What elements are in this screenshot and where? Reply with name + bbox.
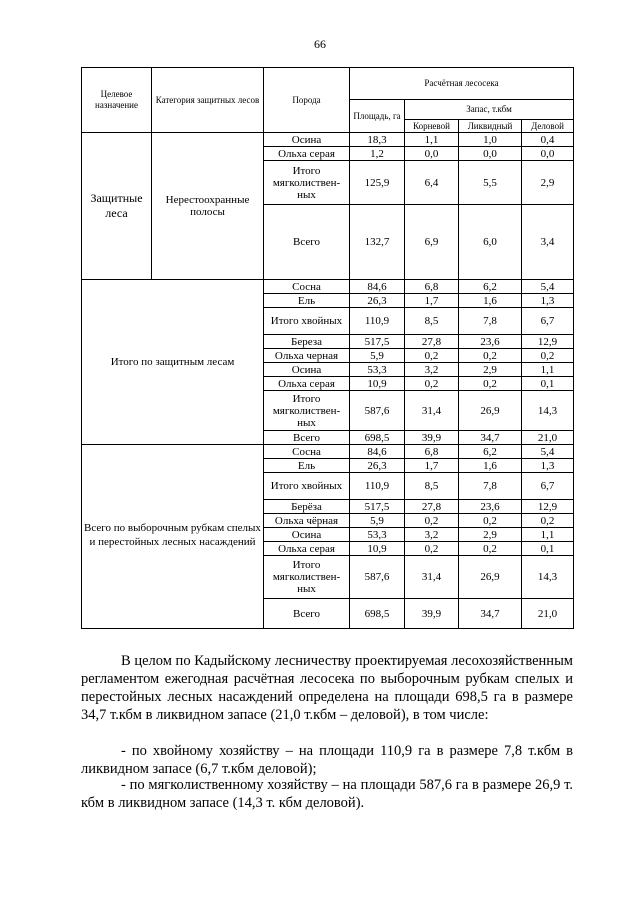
header-root: Корневой xyxy=(405,120,459,133)
species-cell: Береза xyxy=(264,335,350,349)
liquid-cell: 34,7 xyxy=(459,431,522,445)
liquid-cell: 5,5 xyxy=(459,161,522,205)
liquid-cell: 7,8 xyxy=(459,308,522,335)
category-cell: Нерестоохранные полосы xyxy=(152,133,264,280)
business-cell: 12,9 xyxy=(522,335,574,349)
table-row xyxy=(82,133,574,147)
header-stock: Запас, т.кбм xyxy=(405,100,574,120)
species-cell: Сосна xyxy=(264,280,350,294)
species-cell: Ель xyxy=(264,459,350,473)
species-cell: Итого мягколиствен-ных xyxy=(264,161,350,205)
species-cell: Итого хвойных xyxy=(264,308,350,335)
area-cell: 53,3 xyxy=(350,528,405,542)
root-cell: 1,7 xyxy=(405,294,459,308)
root-cell: 1,7 xyxy=(405,459,459,473)
header-cutting-area: Расчётная лесосека xyxy=(350,68,574,100)
area-cell: 53,3 xyxy=(350,363,405,377)
purpose-cell: Защитные леса xyxy=(82,133,152,280)
block-total-selective xyxy=(82,445,574,629)
root-cell: 6,8 xyxy=(405,445,459,459)
area-cell: 517,5 xyxy=(350,335,405,349)
area-cell: 5,9 xyxy=(350,349,405,363)
species-cell: Всего xyxy=(264,431,350,445)
header-liquid: Ликвидный xyxy=(459,120,522,133)
species-cell: Сосна xyxy=(264,445,350,459)
species-cell: Ольха черная xyxy=(264,349,350,363)
block-protective xyxy=(82,133,574,280)
liquid-cell: 1,6 xyxy=(459,294,522,308)
area-cell: 10,9 xyxy=(350,377,405,391)
liquid-cell: 1,6 xyxy=(459,459,522,473)
area-cell: 10,9 xyxy=(350,542,405,556)
root-cell: 0,0 xyxy=(405,147,459,161)
liquid-cell: 0,2 xyxy=(459,542,522,556)
liquid-cell: 23,6 xyxy=(459,500,522,514)
root-cell: 3,2 xyxy=(405,528,459,542)
species-cell: Осина xyxy=(264,528,350,542)
root-cell: 39,9 xyxy=(405,431,459,445)
cutting-area-table xyxy=(81,67,574,629)
root-cell: 6,4 xyxy=(405,161,459,205)
business-cell: 2,9 xyxy=(522,161,574,205)
liquid-cell: 0,0 xyxy=(459,147,522,161)
root-cell: 8,5 xyxy=(405,473,459,500)
area-cell: 587,6 xyxy=(350,391,405,431)
liquid-cell: 6,0 xyxy=(459,205,522,280)
header-business: Деловой xyxy=(522,120,574,133)
business-cell: 0,2 xyxy=(522,514,574,528)
table-row xyxy=(82,280,574,294)
area-cell: 5,9 xyxy=(350,514,405,528)
header-species: Порода xyxy=(264,68,350,133)
area-cell: 84,6 xyxy=(350,280,405,294)
root-cell: 1,1 xyxy=(405,133,459,147)
root-cell: 31,4 xyxy=(405,391,459,431)
business-cell: 5,4 xyxy=(522,280,574,294)
root-cell: 8,5 xyxy=(405,308,459,335)
species-cell: Осина xyxy=(264,133,350,147)
business-cell: 1,3 xyxy=(522,294,574,308)
header-category: Категория защитных лесов xyxy=(152,68,264,133)
root-cell: 0,2 xyxy=(405,514,459,528)
business-cell: 1,1 xyxy=(522,363,574,377)
area-cell: 110,9 xyxy=(350,308,405,335)
business-cell: 21,0 xyxy=(522,431,574,445)
species-cell: Всего xyxy=(264,205,350,280)
species-cell: Ольха серая xyxy=(264,542,350,556)
area-cell: 698,5 xyxy=(350,599,405,629)
liquid-cell: 34,7 xyxy=(459,599,522,629)
business-cell: 0,2 xyxy=(522,349,574,363)
softwood-paragraph: - по хвойному хозяйству – на площади 110,9 га в размере 7,8 т.кбм в ликвидном запасе (6,7 т.кбм деловой); xyxy=(81,743,573,777)
species-cell: Ольха серая xyxy=(264,147,350,161)
header-area: Площадь, га xyxy=(350,100,405,133)
root-cell: 3,2 xyxy=(405,363,459,377)
business-cell: 21,0 xyxy=(522,599,574,629)
species-cell: Итого мягколиствен-ных xyxy=(264,391,350,431)
business-cell: 6,7 xyxy=(522,473,574,500)
species-cell: Ольха чёрная xyxy=(264,514,350,528)
liquid-cell: 0,2 xyxy=(459,349,522,363)
liquid-cell: 6,2 xyxy=(459,280,522,294)
business-cell: 1,1 xyxy=(522,528,574,542)
hardwood-paragraph: - по мягколиственному хозяйству – на площади 587,6 га в размере 26,9 т. кбм в ликвидном запасе (14,3 т. кбм деловой). xyxy=(81,777,573,811)
business-cell: 3,4 xyxy=(522,205,574,280)
area-cell: 698,5 xyxy=(350,431,405,445)
business-cell: 1,3 xyxy=(522,459,574,473)
area-cell: 587,6 xyxy=(350,556,405,599)
liquid-cell: 2,9 xyxy=(459,528,522,542)
header-purpose: Целевое назначение xyxy=(82,68,152,133)
root-cell: 0,2 xyxy=(405,542,459,556)
root-cell: 31,4 xyxy=(405,556,459,599)
liquid-cell: 26,9 xyxy=(459,391,522,431)
page-number: 66 xyxy=(314,37,326,51)
table-row xyxy=(82,445,574,459)
liquid-cell: 7,8 xyxy=(459,473,522,500)
area-cell: 517,5 xyxy=(350,500,405,514)
business-cell: 0,4 xyxy=(522,133,574,147)
block-total-protective xyxy=(82,280,574,445)
species-cell: Итого мягколиствен-ных xyxy=(264,556,350,599)
species-cell: Осина xyxy=(264,363,350,377)
area-cell: 125,9 xyxy=(350,161,405,205)
liquid-cell: 23,6 xyxy=(459,335,522,349)
liquid-cell: 0,2 xyxy=(459,514,522,528)
area-cell: 110,9 xyxy=(350,473,405,500)
species-cell: Берёза xyxy=(264,500,350,514)
liquid-cell: 26,9 xyxy=(459,556,522,599)
species-cell: Ольха серая xyxy=(264,377,350,391)
summary-paragraph: В целом по Кадыйскому лесничеству проектируемая лесохозяйственным регламентом ежегодная расчётная лесосека по выборочным рубкам спелых и перестойных лесных насаждений определена на площади 698,5 га в размере 34,7 т.кбм в ликвидном запасе (21,0 т.кбм – деловой), в том числе: xyxy=(81,653,573,723)
liquid-cell: 2,9 xyxy=(459,363,522,377)
group-label-cell: Всего по выборочным рубкам спелых и перестойных лесных насаждений xyxy=(82,445,264,629)
group-label-cell: Итого по защитным лесам xyxy=(82,280,264,445)
area-cell: 84,6 xyxy=(350,445,405,459)
area-cell: 26,3 xyxy=(350,459,405,473)
liquid-cell: 0,2 xyxy=(459,377,522,391)
business-cell: 0,1 xyxy=(522,377,574,391)
root-cell: 6,8 xyxy=(405,280,459,294)
business-cell: 12,9 xyxy=(522,500,574,514)
business-cell: 14,3 xyxy=(522,391,574,431)
area-cell: 26,3 xyxy=(350,294,405,308)
root-cell: 27,8 xyxy=(405,335,459,349)
root-cell: 0,2 xyxy=(405,349,459,363)
species-cell: Ель xyxy=(264,294,350,308)
area-cell: 1,2 xyxy=(350,147,405,161)
root-cell: 39,9 xyxy=(405,599,459,629)
species-cell: Всего xyxy=(264,599,350,629)
liquid-cell: 6,2 xyxy=(459,445,522,459)
area-cell: 18,3 xyxy=(350,133,405,147)
liquid-cell: 1,0 xyxy=(459,133,522,147)
business-cell: 5,4 xyxy=(522,445,574,459)
root-cell: 27,8 xyxy=(405,500,459,514)
business-cell: 0,1 xyxy=(522,542,574,556)
business-cell: 14,3 xyxy=(522,556,574,599)
area-cell: 132,7 xyxy=(350,205,405,280)
business-cell: 0,0 xyxy=(522,147,574,161)
business-cell: 6,7 xyxy=(522,308,574,335)
root-cell: 6,9 xyxy=(405,205,459,280)
root-cell: 0,2 xyxy=(405,377,459,391)
species-cell: Итого хвойных xyxy=(264,473,350,500)
